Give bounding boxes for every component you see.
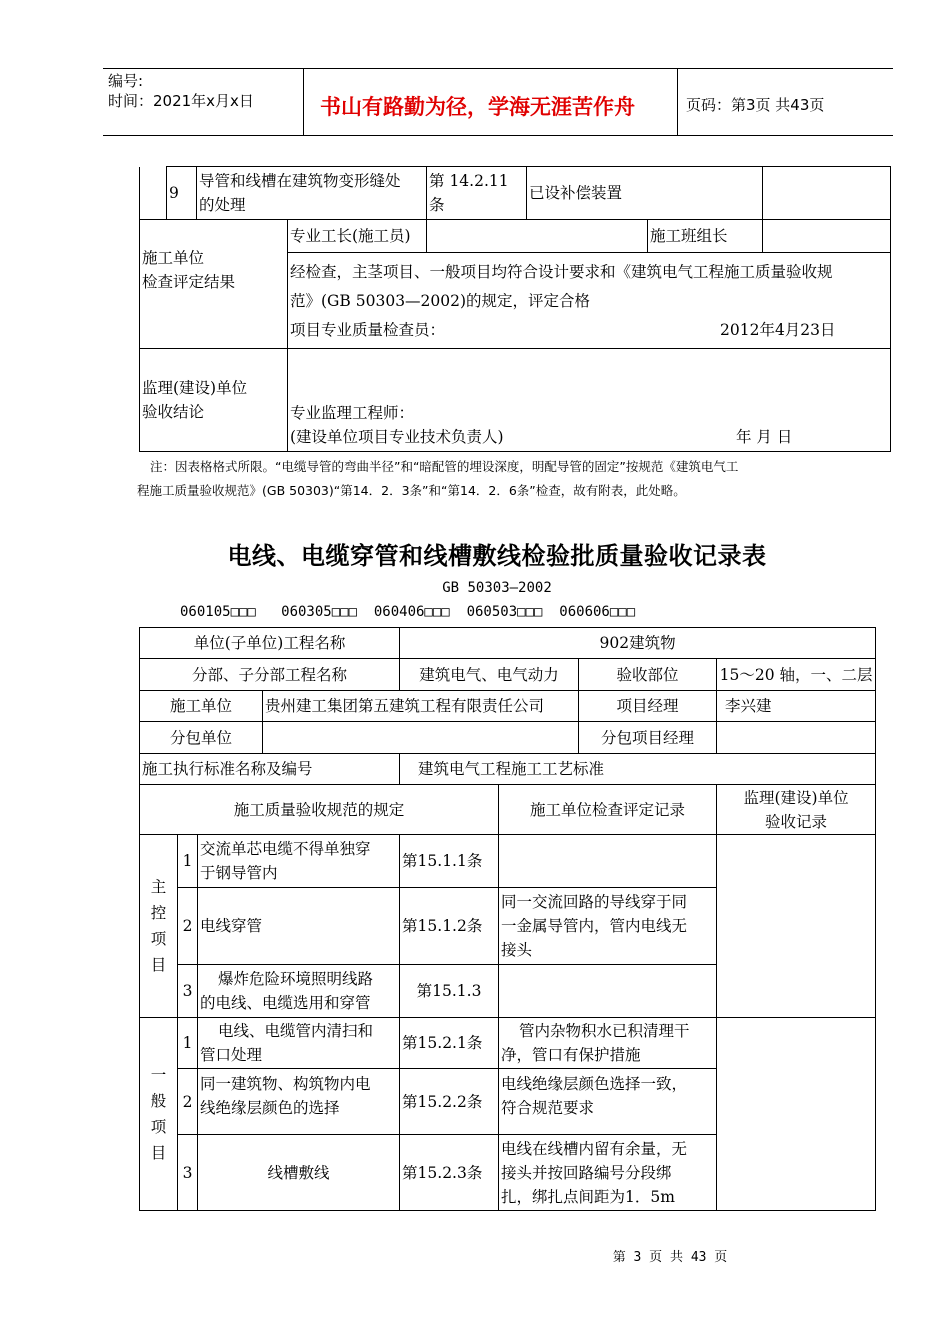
- general-group-label: 一 般 项 目: [140, 1018, 178, 1211]
- table-row: 2 同一建筑物、构筑物内电 线绝缘层颜色的选择 第15.2.2条 电线绝缘层颜色选择一致， 符合规范要求: [140, 1069, 876, 1135]
- page-title: 电线、电缆穿管和线槽敷线检验批质量验收记录表: [227, 542, 767, 570]
- clause: 第 14.2.11 条: [427, 167, 527, 220]
- table-continuation: [139, 166, 891, 452]
- table-row: [140, 754, 876, 785]
- header-divider: [677, 68, 678, 135]
- col-record: 施工单位检查评定记录: [499, 785, 717, 835]
- main-group-label: 主 控 项 目: [140, 835, 178, 1018]
- page-footer: 第 3 页 共 43 页: [612, 1250, 728, 1265]
- note-line-2: 程施工质量验收规范》(GB 50303)“第14．2．3条”和“第14．2．6条”检查，故有附表，此处略。: [137, 483, 686, 498]
- sub-pm-label: 分包项目经理: [579, 722, 717, 754]
- table-row: 3 线槽敷线 第15.2.3条 电线在线槽内留有余量，无 接头并按回路编号分段绑 扎，绑扎点间距为1．5m: [140, 1135, 876, 1211]
- pm-value: 李兴建: [717, 691, 876, 722]
- acceptance-table: [139, 627, 876, 1211]
- standard-code: GB 50303—2002: [442, 580, 552, 596]
- header-divider: [303, 68, 304, 135]
- table-row: [140, 349, 891, 452]
- foreman-label: 专业工长(施工员): [288, 220, 427, 253]
- table-row: [140, 722, 876, 754]
- inspect-date: 2012年4月23日: [720, 321, 836, 339]
- number-label: 编号:: [108, 72, 144, 90]
- col-supervision: 监理(建设)单位 验收记录: [717, 785, 876, 835]
- supervision-label: 监理(建设)单位 验收结论: [140, 349, 288, 452]
- contractor-value: 贵州建工集团第五建筑工程有限责任公司: [263, 691, 579, 722]
- col-spec: 施工质量验收规范的规定: [140, 785, 499, 835]
- accept-part-label: 验收部位: [579, 659, 717, 691]
- record: 已设补偿装置: [527, 167, 763, 220]
- batch-codes: 060105□□□ 060305□□□ 060406□□□ 060503□□□ 060606□□□: [180, 604, 636, 620]
- table-row: [140, 628, 876, 659]
- table-row: 主 控 项 目 1 交流单芯电缆不得单独穿 于钢导管内 第15.1.1条: [140, 835, 876, 888]
- motto: 书山有路勤为径，学海无涯苦作舟: [320, 95, 635, 119]
- contractor-label: 施工单位: [140, 691, 263, 722]
- standard-label: 施工执行标准名称及编号: [140, 754, 400, 785]
- table-row: 2 电线穿管 第15.1.2条 同一交流回路的导线穿于同 一金属导管内，管内电线无 接头: [140, 888, 876, 965]
- unit-eval-text: 经检查，主茎项目、一般项目均符合设计要求和《建筑电气工程施工质量验收规 范》(GB 50303—2002)的规定，评定合格 项目专业质量检查员： 2012年4月23日: [288, 253, 891, 349]
- standard-value: 建筑电气工程施工工艺标准: [400, 754, 876, 785]
- subdiv-label: 分部、子分部工程名称: [140, 659, 400, 691]
- header-top-rule: [103, 68, 893, 69]
- accept-part-value: 15～20 轴，一、二层: [717, 659, 876, 691]
- pm-label: 项目经理: [579, 691, 717, 722]
- header-bottom-rule: [103, 135, 893, 136]
- project-label: 单位(子单位)工程名称: [140, 628, 400, 659]
- subdiv-value: 建筑电气、电气动力: [400, 659, 579, 691]
- page-label: 页码：第3页 共43页: [686, 96, 825, 114]
- unit-eval-label: 施工单位 检查评定结果: [140, 220, 288, 349]
- item-no: 9: [167, 167, 197, 220]
- table-row: [140, 167, 891, 220]
- team-leader-label: 施工班组长: [648, 220, 763, 253]
- date-placeholder: 年 月 日: [736, 428, 793, 446]
- table-row: [140, 220, 891, 253]
- project-value: 902建筑物: [400, 628, 876, 659]
- table-row: 一 般 项 目 1 电线、电缆管内清扫和 管口处理 第15.2.1条 管内杂物积水已积清理干 净，管口有保护措施: [140, 1018, 876, 1069]
- table-row: 3 爆炸危险环境照明线路 的电线、电缆选用和穿管 第15.1.3: [140, 965, 876, 1018]
- supervision-text: 专业监理工程师： (建设单位项目专业技术负责人) 年 月 日: [288, 349, 891, 452]
- table-row: [140, 691, 876, 722]
- subcontractor-label: 分包单位: [140, 722, 263, 754]
- date-label: 时间：2021年x月x日: [108, 92, 254, 110]
- note-line-1: 注：因表格格式所限。“电缆导管的弯曲半径”和“暗配管的埋设深度，明配导管的固定”按规范《建筑电气工: [150, 459, 739, 474]
- item-desc: 导管和线槽在建筑物变形缝处 的处理: [197, 167, 427, 220]
- table-row: [140, 659, 876, 691]
- table-row: [140, 785, 876, 835]
